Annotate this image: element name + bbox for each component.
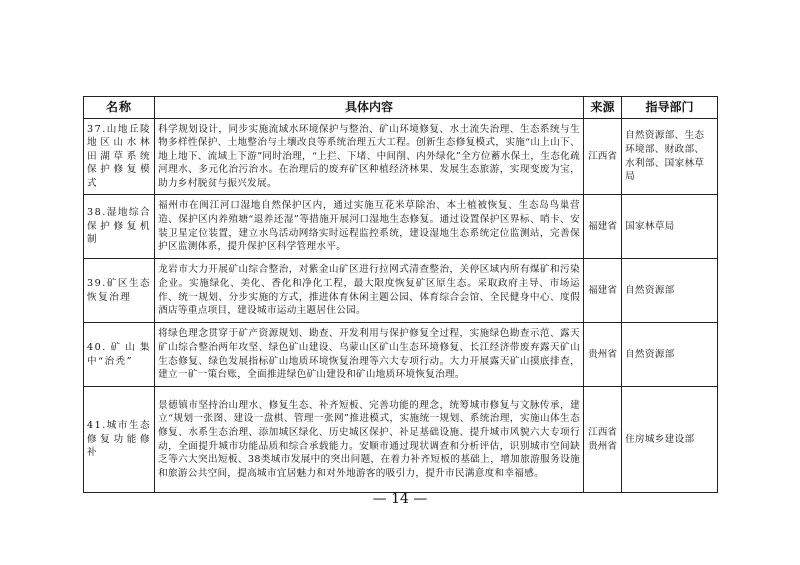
row-source: 福建省 (583, 195, 621, 259)
page-number: — 14 — (372, 491, 428, 507)
table-row (84, 323, 718, 387)
row-dept: 住房城乡建设部 (622, 387, 718, 493)
header-dept: 指导部门 (622, 97, 718, 119)
table-row (84, 195, 718, 259)
policy-table (83, 96, 718, 493)
row-content: 将绿色理念贯穿于矿产资源规划、勘查、开发利用与保护修复全过程，实施绿色勘查示范、露天矿山综合整治两年攻坚、绿色矿山建设、乌蒙山区矿山生态环境修复、长江经济带废弃露天矿山生态修复、绿色发展指标矿山地质环境恢复治理等六大专项行动。大力开展露天矿山摸底排查，建立一矿一策台账，全面推进绿色矿山建设和矿山地质环境恢复治理。 (155, 323, 584, 387)
row-dept: 自然资源部、生态环境部、财政部、水利部、国家林草局 (622, 119, 718, 195)
table-row (84, 387, 718, 493)
row-dept: 国家林草局 (622, 195, 718, 259)
header-source: 来源 (583, 97, 621, 119)
row-name: 38.湿地综合保护修复机制 (84, 195, 155, 259)
row-source: 贵州省 (583, 323, 621, 387)
header-name: 名称 (84, 97, 155, 119)
row-source: 江西省贵州省 (583, 387, 621, 493)
row-source: 江西省 (583, 119, 621, 195)
row-content: 龙岩市大力开展矿山综合整治，对紫金山矿区进行拉网式清查整治，关停区域内所有煤矿和污染企业。实施绿化、美化、香化和净化工程，最大限度恢复矿区原生态。采取政府主导、市场运作、统一规划、分步实施的方式，推进体育休闲主题公园、体育综合会馆、全民健身中心、度假酒店等重点项目，建设城市运动主题居住公园。 (155, 259, 584, 323)
row-name: 40.矿山集中“治秃” (84, 323, 155, 387)
table-row (84, 119, 718, 195)
row-name: 39.矿区生态恢复治理 (84, 259, 155, 323)
row-dept: 自然资源部 (622, 259, 718, 323)
table-header-row (84, 97, 718, 119)
row-name: 37.山地丘陵地区山水林田湖草系统保护修复模式 (84, 119, 155, 195)
row-dept: 自然资源部 (622, 323, 718, 387)
row-content: 景德镇市坚持治山理水、修复生态、补齐短板、完善功能的理念，统筹城市修复与文脉传承，建立“规划一张图、建设一盘棋、管理一张网”推进模式，实施统一规划、系统治理，实施山体生态修复、水系生态治理、添加城区绿化、历史城区保护、补足基础设施、提升城市风貌六大专项行动，全面提升城市功能品质和综合承载能力。安顺市通过现状调查和分析评估，识别城市空间缺乏等六大突出短板、38类城市发展中的突出问题，在着力补齐短板的基础上，增加旅游服务设施和旅游公共空间，提高城市宜居魅力和对外地游客的吸引力，提升市民满意度和幸福感。 (155, 387, 584, 493)
row-name: 41.城市生态修复功能修补 (84, 387, 155, 493)
row-content: 科学规划设计，同步实施流域水环境保护与整治、矿山环境修复、水土流失治理、生态系统与生物多样性保护、土地整治与土壤改良等系统治理五大工程。创新生态修复模式，实施“山上山下、地上地下、流域上下游”同时治理，“上拦、下堵、中间削、内外绿化”全方位蓄水保土，生态化疏河理水、多元化治污治水。在治理后的废弃矿区种植经济林果、发展生态旅游，实现变废为宝，助力乡村脱贫与振兴发展。 (155, 119, 584, 195)
header-content: 具体内容 (155, 97, 584, 119)
row-content: 福州市在闽江河口湿地自然保护区内，通过实施互花米草除治、本土植被恢复、生态岛鸟巢营造、保护区内养殖塘“退养还湿”等措施开展河口湿地生态修复。通过设置保护区界标、哨卡、安装卫星定位装置，建立水鸟活动网络实时远程监控系统，建设湿地生态系统定位监测站，完善保护区监测体系，提升保护区科学管理水平。 (155, 195, 584, 259)
table-row (84, 259, 718, 323)
row-source: 福建省 (583, 259, 621, 323)
